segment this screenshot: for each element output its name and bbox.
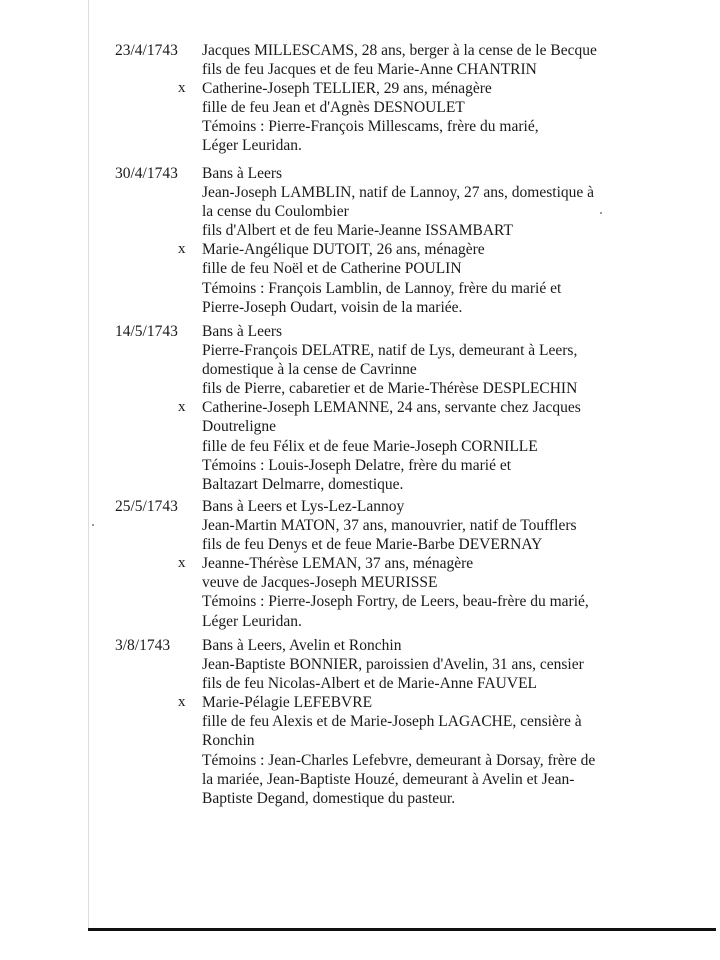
line-text: Témoins : Pierre-François Millescams, frère du marié, (202, 118, 539, 136)
entry-line (202, 183, 702, 202)
line-text: Baltazart Delmarre, domestique. (202, 475, 404, 493)
line-text: Témoins : Pierre-Joseph Fortry, de Leers, beau-frère du marié, (202, 593, 589, 611)
entry-body (178, 41, 702, 156)
entry-line (202, 136, 702, 155)
line-text: Jacques MILLESCAMS, 28 ans, berger à la cense de le Becque (202, 42, 597, 59)
entry-line (202, 475, 702, 494)
line-text: fils de feu Jacques et de feu Marie-Anne CHANTRIN (202, 61, 537, 79)
line-text: Bans à Leers, Avelin et Ronchin (202, 637, 402, 654)
line-text: veuve de Jacques-Joseph MEURISSE (202, 574, 438, 592)
entry-line (202, 98, 702, 117)
marriage-x-mark: x (178, 80, 186, 97)
line-text: Bans à Leers (202, 165, 283, 182)
line-text: Doutreligne (202, 418, 277, 436)
marriage-x-mark: x (178, 399, 186, 416)
line-text: Jean-Martin MATON, 37 ans, manouvrier, natif de Toufflers (202, 517, 577, 535)
line-text: Jean-Joseph LAMBLIN, natif de Lannoy, 27 ans, domestique à (202, 184, 595, 202)
line-text: Témoins : François Lamblin, de Lannoy, frère du marié et (202, 279, 562, 297)
entry-date: 14/5/1743 (115, 323, 178, 340)
entry-body (178, 497, 702, 631)
line-text: la cense du Coulombier (202, 203, 349, 221)
entry-line (202, 221, 702, 240)
entry-line (202, 535, 702, 554)
entry-line (202, 636, 702, 655)
entry-line (202, 279, 702, 298)
spouse-line (178, 79, 702, 98)
entry-line (202, 592, 702, 611)
line-text: Pierre-Joseph Oudart, voisin de la mariée. (202, 298, 463, 316)
line-text: fils de feu Nicolas-Albert et de Marie-Anne FAUVEL (202, 675, 538, 693)
entry-date: 30/4/1743 (115, 165, 178, 182)
entry-date: 25/5/1743 (115, 498, 178, 515)
entry-line (202, 612, 702, 631)
entry-line (202, 379, 702, 398)
line-text: Jeanne-Thérèse LEMAN, 37 ans, ménagère (202, 555, 474, 573)
entry-line (202, 117, 702, 136)
line-text: fils de feu Denys et de feue Marie-Barbe DEVERNAY (202, 536, 543, 554)
entry-line (202, 516, 702, 535)
bottom-rule (88, 928, 716, 931)
entry-body (178, 164, 702, 317)
entry-line (202, 341, 702, 360)
line-text: fils d'Albert et de feu Marie-Jeanne ISSAMBART (202, 222, 513, 240)
entry-line (202, 751, 702, 770)
entry-line (202, 731, 702, 750)
line-text: Léger Leuridan. (202, 137, 302, 155)
line-text: domestique à la cense de Cavrinne (202, 361, 417, 379)
line-text: Témoins : Jean-Charles Lefebvre, demeurant à Dorsay, frère de (202, 751, 596, 769)
scan-speck (600, 212, 602, 214)
entry-line (202, 417, 702, 436)
entry-line (202, 60, 702, 79)
line-text: Marie-Pélagie LEFEBVRE (202, 694, 373, 712)
entry-line (202, 164, 702, 183)
entry-body (178, 322, 702, 494)
spouse-line (178, 554, 702, 573)
entry-line (202, 655, 702, 674)
line-text: fille de feu Jean et d'Agnès DESNOULET (202, 99, 465, 117)
line-text: la mariée, Jean-Baptiste Houzé, demeurant à Avelin et Jean- (202, 770, 575, 788)
line-text: Baptiste Degand, domestique du pasteur. (202, 789, 456, 807)
marriage-x-mark: x (178, 694, 186, 711)
entry-line (202, 789, 702, 808)
entry-date: 23/4/1743 (115, 42, 178, 59)
line-text: Jean-Baptiste BONNIER, paroissien d'Avelin, 31 ans, censier (202, 656, 584, 674)
marriage-x-mark: x (178, 241, 186, 258)
entry-line (202, 497, 702, 516)
entry-line (202, 456, 702, 475)
entry-line (202, 712, 702, 731)
line-text: Bans à Leers (202, 323, 283, 340)
entry-line (202, 298, 702, 317)
line-text: fille de feu Alexis et de Marie-Joseph LAGACHE, censière à (202, 713, 582, 731)
entry-line (202, 573, 702, 592)
spouse-line (178, 240, 702, 259)
line-text: Ronchin (202, 732, 255, 750)
page-edge-line (88, 0, 89, 930)
line-text: Catherine-Joseph TELLIER, 29 ans, ménagère (202, 80, 492, 98)
line-text: Bans à Leers et Lys-Lez-Lannoy (202, 498, 405, 515)
spouse-line (178, 398, 702, 417)
line-text: Marie-Angélique DUTOIT, 26 ans, ménagère (202, 241, 485, 259)
entry-line (202, 259, 702, 278)
line-text: fils de Pierre, cabaretier et de Marie-Thérèse DESPLECHIN (202, 380, 578, 398)
entry-body (178, 636, 702, 808)
line-text: fille de feu Noël et de Catherine POULIN (202, 260, 462, 278)
line-text: Pierre-François DELATRE, natif de Lys, demeurant à Leers, (202, 342, 578, 360)
line-text: Témoins : Louis-Joseph Delatre, frère du marié et (202, 456, 512, 474)
line-text: Catherine-Joseph LEMANNE, 24 ans, servante chez Jacques (202, 399, 581, 417)
spouse-line (178, 693, 702, 712)
entry-line (202, 322, 702, 341)
line-text: fille de feu Félix et de feue Marie-Joseph CORNILLE (202, 437, 538, 455)
marriage-x-mark: x (178, 555, 186, 572)
entry-line (202, 770, 702, 789)
entry-line (202, 674, 702, 693)
entry-date: 3/8/1743 (115, 637, 171, 654)
entry-line (202, 360, 702, 379)
entry-line (202, 41, 702, 60)
scan-speck (92, 524, 94, 526)
entry-line (202, 437, 702, 456)
line-text: Léger Leuridan. (202, 612, 302, 630)
entry-line (202, 202, 702, 221)
